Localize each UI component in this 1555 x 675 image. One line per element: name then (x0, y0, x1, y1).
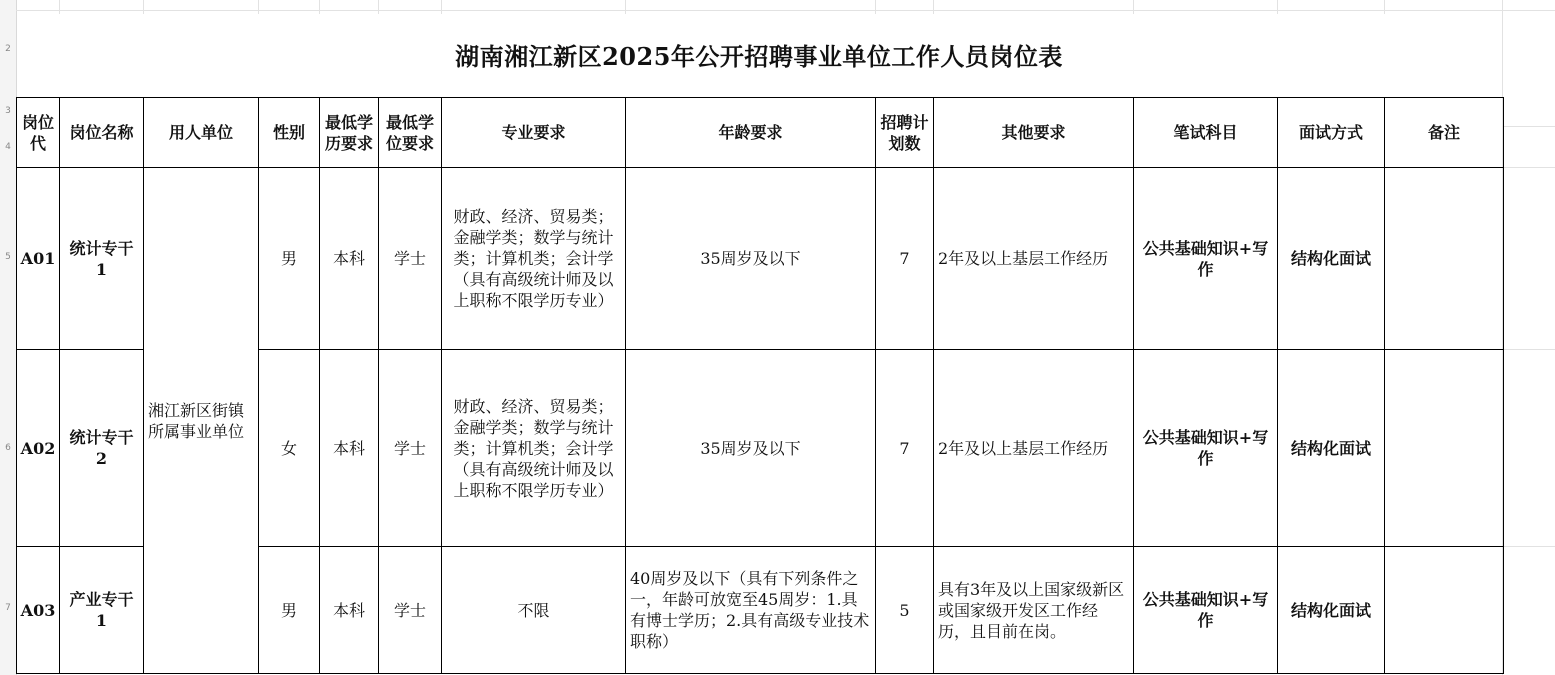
header-other: 其他要求 (934, 98, 1134, 168)
header-row (17, 98, 1504, 168)
cell-gender: 男 (259, 547, 320, 674)
row-number: 2 (5, 44, 11, 54)
row-number: 5 (5, 252, 11, 262)
cell-gender: 男 (259, 168, 320, 350)
grid-line (16, 10, 1555, 11)
grid-line (258, 0, 259, 14)
cell-age: 35周岁及以下 (626, 350, 876, 547)
grid-line (378, 0, 379, 14)
cell-remark (1385, 547, 1504, 674)
row-header-strip (0, 0, 17, 675)
grid-line (143, 0, 144, 14)
row-number: 7 (5, 603, 11, 613)
grid-line (625, 0, 626, 14)
table-row (17, 168, 1504, 350)
cell-other: 2年及以上基层工作经历 (934, 350, 1134, 547)
page-title: 湖南湘江新区2025年公开招聘事业单位工作人员岗位表 (455, 41, 1063, 71)
cell-code: A02 (17, 350, 60, 547)
grid-line (59, 0, 60, 14)
job-positions-table (16, 97, 1504, 674)
grid-line (1502, 126, 1555, 127)
header-written: 笔试科目 (1134, 98, 1278, 168)
header-quota: 招聘计划数 (876, 98, 934, 168)
cell-education: 本科 (320, 350, 379, 547)
cell-major: 财政、经济、贸易类；金融学类；数学与统计类；计算机类；会计学（具有高级统计师及以上职称不限学历专业） (442, 350, 626, 547)
grid-line (1133, 0, 1134, 14)
cell-gender: 女 (259, 350, 320, 547)
cell-code: A01 (17, 168, 60, 350)
cell-name: 统计专干2 (60, 350, 144, 547)
cell-remark (1385, 168, 1504, 350)
header-name: 岗位名称 (60, 98, 144, 168)
row-number: 6 (5, 443, 11, 453)
header-degree: 最低学位要求 (379, 98, 442, 168)
cell-written: 公共基础知识+写作 (1134, 547, 1278, 674)
grid-line (933, 0, 934, 14)
cell-quota: 7 (876, 168, 934, 350)
cell-education: 本科 (320, 547, 379, 674)
cell-major: 财政、经济、贸易类；金融学类；数学与统计类；计算机类；会计学（具有高级统计师及以上职称不限学历专业） (442, 168, 626, 350)
header-gender: 性别 (259, 98, 320, 168)
cell-degree: 学士 (379, 547, 442, 674)
header-unit: 用人单位 (144, 98, 259, 168)
cell-unit: 湘江新区街镇所属事业单位 (144, 168, 259, 674)
grid-line (441, 0, 442, 14)
cell-major: 不限 (442, 547, 626, 674)
cell-degree: 学士 (379, 168, 442, 350)
cell-name: 统计专干1 (60, 168, 144, 350)
row-number: 3 (5, 106, 11, 116)
cell-interview: 结构化面试 (1278, 168, 1385, 350)
grid-line (1384, 0, 1385, 14)
grid-line (1502, 167, 1555, 168)
grid-line (875, 0, 876, 14)
grid-line (319, 0, 320, 14)
cell-interview: 结构化面试 (1278, 547, 1385, 674)
grid-line (1502, 349, 1555, 350)
header-remark: 备注 (1385, 98, 1504, 168)
cell-other: 2年及以上基层工作经历 (934, 168, 1134, 350)
row-number: 4 (5, 142, 11, 152)
cell-interview: 结构化面试 (1278, 350, 1385, 547)
header-major: 专业要求 (442, 98, 626, 168)
header-interview: 面试方式 (1278, 98, 1385, 168)
cell-written: 公共基础知识+写作 (1134, 168, 1278, 350)
cell-name: 产业专干1 (60, 547, 144, 674)
header-code: 岗位代 (17, 98, 60, 168)
cell-written: 公共基础知识+写作 (1134, 350, 1278, 547)
cell-code: A03 (17, 547, 60, 674)
grid-line (1277, 0, 1278, 14)
cell-quota: 5 (876, 547, 934, 674)
cell-age: 40周岁及以下（具有下列条件之一，年龄可放宽至45周岁：1.具有博士学历；2.具有高级专业技术职称） (626, 547, 876, 674)
cell-remark (1385, 350, 1504, 547)
cell-degree: 学士 (379, 350, 442, 547)
grid-line (1502, 546, 1555, 547)
cell-other: 具有3年及以上国家级新区或国家级开发区工作经历，且目前在岗。 (934, 547, 1134, 674)
header-education: 最低学历要求 (320, 98, 379, 168)
cell-quota: 7 (876, 350, 934, 547)
cell-age: 35周岁及以下 (626, 168, 876, 350)
cell-education: 本科 (320, 168, 379, 350)
header-age: 年龄要求 (626, 98, 876, 168)
